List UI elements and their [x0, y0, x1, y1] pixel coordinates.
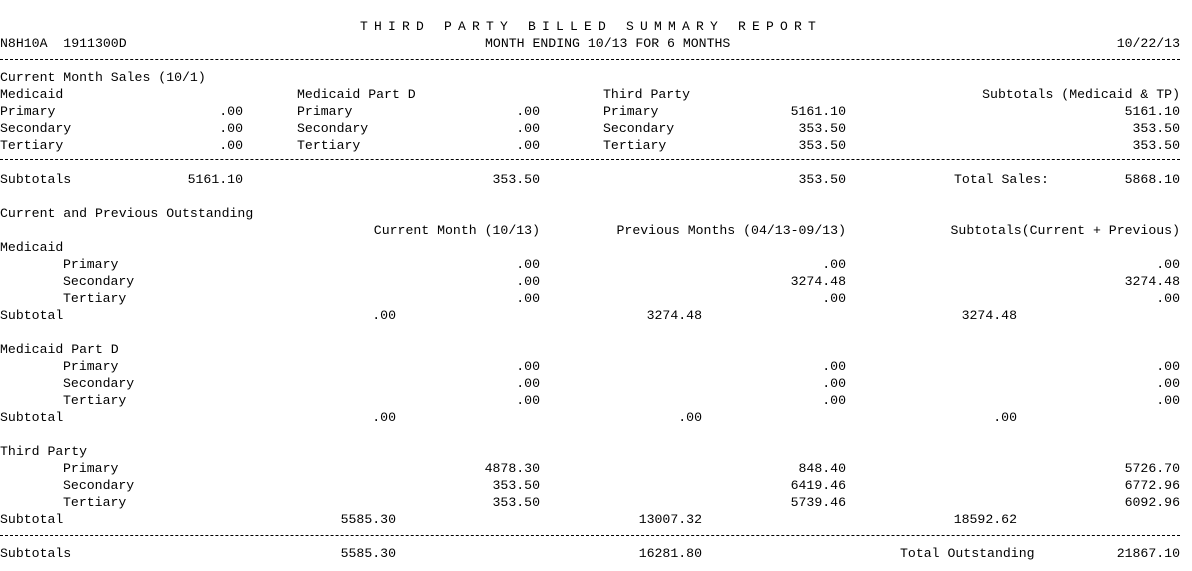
- current-value: .00: [516, 291, 540, 306]
- previous-value: 5739.46: [790, 495, 846, 510]
- sales-group-medicaid: Medicaid: [0, 87, 64, 102]
- outstanding-row-label: Primary: [63, 461, 119, 476]
- current-value: 353.50: [492, 495, 540, 510]
- outstanding-row-label: Secondary: [63, 274, 135, 289]
- sales-section-title: Current Month Sales (10/1): [0, 70, 206, 85]
- report-period: MONTH ENDING 10/13 FOR 6 MONTHS: [485, 36, 731, 51]
- group-subtotal-current: .00: [372, 308, 396, 323]
- sales-value: 353.50: [798, 121, 846, 136]
- current-value: 353.50: [492, 478, 540, 493]
- subtotal-value: 5726.70: [1124, 461, 1180, 476]
- outstanding-subtotals-label: Subtotals: [0, 546, 72, 561]
- group-subtotal-label: Subtotal: [0, 308, 64, 323]
- sales-subtotal: 5161.10: [187, 172, 243, 187]
- col-previous-header: Previous Months (04/13-09/13): [616, 223, 846, 238]
- subtotal-value: 3274.48: [1124, 274, 1180, 289]
- sales-value: .00: [516, 138, 540, 153]
- sales-value: 5161.10: [790, 104, 846, 119]
- subtotal-value: .00: [1156, 291, 1180, 306]
- outstanding-row-label: Primary: [63, 257, 119, 272]
- previous-value: .00: [822, 291, 846, 306]
- group-subtotal-total: 3274.48: [961, 308, 1017, 323]
- sales-subtotals-label: Subtotals: [0, 172, 72, 187]
- current-value: .00: [516, 359, 540, 374]
- report-date: 10/22/13: [1116, 36, 1180, 51]
- current-value: .00: [516, 393, 540, 408]
- outstanding-group-medicaid: Medicaid: [0, 240, 64, 255]
- sales-row-label: Secondary: [0, 121, 72, 136]
- current-value: 4878.30: [484, 461, 540, 476]
- group-subtotal-previous: .00: [678, 410, 702, 425]
- report-title: THIRD PARTY BILLED SUMMARY REPORT: [360, 19, 823, 34]
- sales-row-label: Primary: [0, 104, 56, 119]
- outstanding-row-label: Secondary: [63, 478, 135, 493]
- sales-value: .00: [516, 104, 540, 119]
- previous-value: .00: [822, 257, 846, 272]
- separator: [0, 59, 1180, 60]
- separator: [0, 159, 1180, 160]
- sales-row-label: Secondary: [603, 121, 675, 136]
- sales-subtotal-value: 353.50: [1132, 121, 1180, 136]
- report-id: N8H10A 1911300D: [0, 36, 127, 51]
- outstanding-section-title: Current and Previous Outstanding: [0, 206, 254, 221]
- outstanding-subtotal-previous: 16281.80: [638, 546, 702, 561]
- sales-row-label: Tertiary: [603, 138, 667, 153]
- sales-subtotal: 353.50: [492, 172, 540, 187]
- subtotal-value: 6092.96: [1124, 495, 1180, 510]
- previous-value: 848.40: [798, 461, 846, 476]
- outstanding-row-label: Tertiary: [63, 393, 127, 408]
- subtotal-value: .00: [1156, 393, 1180, 408]
- sales-value: 353.50: [798, 138, 846, 153]
- sales-row-label: Primary: [297, 104, 353, 119]
- previous-value: .00: [822, 359, 846, 374]
- subtotal-value: .00: [1156, 257, 1180, 272]
- sales-row-label: Tertiary: [297, 138, 361, 153]
- outstanding-row-label: Primary: [63, 359, 119, 374]
- sales-row-label: Secondary: [297, 121, 369, 136]
- group-subtotal-total: 18592.62: [953, 512, 1017, 527]
- sales-value: .00: [219, 138, 243, 153]
- total-outstanding-label: Total Outstanding: [900, 546, 1035, 561]
- col-subtotal-header: Subtotals(Current + Previous): [950, 223, 1180, 238]
- subtotal-value: .00: [1156, 376, 1180, 391]
- total-sales-label: Total Sales:: [954, 172, 1049, 187]
- separator: [0, 535, 1180, 536]
- outstanding-row-label: Tertiary: [63, 291, 127, 306]
- sales-value: .00: [219, 121, 243, 136]
- col-current-header: Current Month (10/13): [373, 223, 540, 238]
- group-subtotal-current: .00: [372, 410, 396, 425]
- group-subtotal-previous: 13007.32: [638, 512, 702, 527]
- previous-value: .00: [822, 393, 846, 408]
- previous-value: 6419.46: [790, 478, 846, 493]
- sales-value: .00: [516, 121, 540, 136]
- previous-value: .00: [822, 376, 846, 391]
- total-sales-value: 5868.10: [1124, 172, 1180, 187]
- group-subtotal-current: 5585.30: [340, 512, 396, 527]
- outstanding-row-label: Secondary: [63, 376, 135, 391]
- sales-value: .00: [219, 104, 243, 119]
- sales-row-label: Tertiary: [0, 138, 64, 153]
- previous-value: 3274.48: [790, 274, 846, 289]
- outstanding-subtotal-current: 5585.30: [340, 546, 396, 561]
- sales-subtotal: 353.50: [798, 172, 846, 187]
- outstanding-group-medicaid-part-d: Medicaid Part D: [0, 342, 119, 357]
- sales-subtotal-value: 353.50: [1132, 138, 1180, 153]
- subtotal-value: 6772.96: [1124, 478, 1180, 493]
- group-subtotal-label: Subtotal: [0, 410, 64, 425]
- current-value: .00: [516, 257, 540, 272]
- outstanding-group-third-party: Third Party: [0, 444, 88, 459]
- current-value: .00: [516, 376, 540, 391]
- sales-group-medicaid-part-d: Medicaid Part D: [297, 87, 416, 102]
- current-value: .00: [516, 274, 540, 289]
- sales-row-label: Primary: [603, 104, 659, 119]
- total-outstanding-value: 21867.10: [1116, 546, 1180, 561]
- subtotal-value: .00: [1156, 359, 1180, 374]
- outstanding-row-label: Tertiary: [63, 495, 127, 510]
- sales-subtotal-value: 5161.10: [1124, 104, 1180, 119]
- sales-group-third-party: Third Party: [603, 87, 691, 102]
- group-subtotal-previous: 3274.48: [646, 308, 702, 323]
- group-subtotal-total: .00: [993, 410, 1017, 425]
- group-subtotal-label: Subtotal: [0, 512, 64, 527]
- sales-subtotal-header: Subtotals (Medicaid & TP): [982, 87, 1180, 102]
